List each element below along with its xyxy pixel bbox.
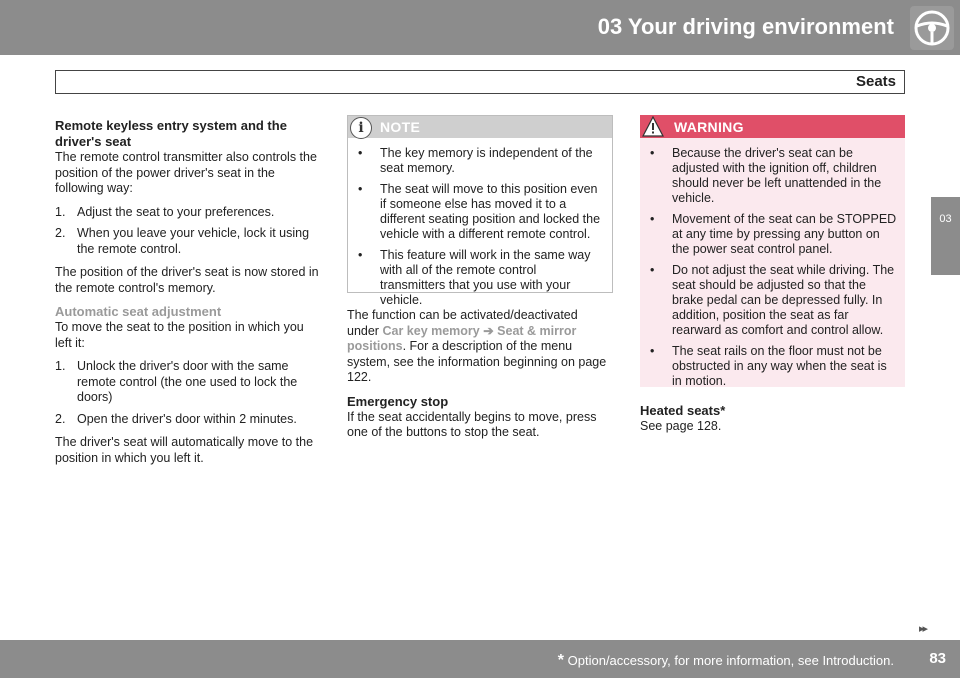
warning-triangle-icon: [642, 116, 664, 137]
heading-emergency-stop: Emergency stop: [347, 393, 449, 409]
footer-note: [558, 652, 894, 670]
note-list: [348, 138, 612, 308]
info-icon: i: [350, 117, 372, 139]
note-box: [347, 115, 613, 307]
chapter-title: 03 Your driving environment: [597, 14, 894, 39]
intro-text: The remote control transmitter also controls the position of the power driver's seat in the following way:: [55, 150, 317, 195]
closing-text: The driver's seat will automatically move to the position in which you left it.: [55, 435, 314, 465]
intro2-text: To move the seat to the position in which you left it:: [55, 320, 304, 350]
function-pre: The function can be activated/deactivated under: [347, 308, 578, 338]
page-number: 83: [929, 650, 946, 667]
list-item: • Do not adjust the seat while driving. The seat should be adjusted so that the brake pedal can be depressed fully. In addition, position the seat as far rearward as comfort and control allow.: [650, 263, 897, 338]
heated-seats-text: See page 128.: [640, 419, 722, 433]
heading-automatic-seat: Automatic seat adjustment: [55, 304, 222, 319]
list-item: • Because the driver's seat can be adjusted with the ignition off, children should never be left unattended in the vehicle.: [650, 146, 897, 206]
steering-wheel-icon: [910, 6, 954, 50]
section-title: Seats: [855, 73, 896, 90]
list-item: [55, 205, 320, 221]
steps-list-2: [55, 359, 320, 427]
note-header: [348, 116, 612, 138]
step-number: 1.: [55, 359, 66, 373]
column-3: [640, 403, 905, 443]
list-item: • The seat rails on the floor must not be obstructed in any way when the seat is in motion.: [650, 344, 897, 389]
menu-path: Car key memory ➔ Seat & mirror positions: [347, 323, 577, 353]
function-text: [347, 308, 611, 386]
note-label: NOTE: [380, 119, 421, 135]
next-page-arrows-icon: ▸▸: [919, 623, 927, 635]
heading-heated-seats: Heated seats*: [640, 403, 726, 418]
chapter-header-bar: [0, 0, 960, 55]
footer-star: *: [557, 652, 565, 669]
chapter-side-tab: [931, 197, 960, 275]
list-item: [55, 226, 320, 257]
column-2: [347, 308, 611, 449]
stored-text: The position of the driver's seat is now stored in the remote control's memory.: [55, 265, 319, 295]
list-item: [55, 412, 320, 428]
step-number: 2.: [55, 411, 66, 426]
warning-label: WARNING: [674, 119, 744, 135]
step-number: 1.: [55, 204, 66, 219]
list-item: • The seat will move to this position even if someone else has moved it to a different seating position and locked the vehicle with a different remote control.: [358, 182, 604, 242]
list-item: • The key memory is independent of the seat memory.: [358, 146, 604, 176]
heading-remote-keyless: Remote keyless entry system and the driver's seat: [55, 118, 287, 149]
column-1: [55, 118, 320, 474]
steps-list-1: [55, 205, 320, 258]
step-text: Adjust the seat to your preferences.: [77, 204, 275, 219]
warning-box: [640, 115, 905, 387]
list-item: • This feature will work in the same way with all of the remote control transmitters that you use with your vehicle.: [358, 248, 604, 308]
step-text: Unlock the driver's door with the same remote control (the one used to lock the doors): [77, 359, 298, 404]
warning-header: [640, 115, 905, 138]
step-text: Open the driver's door within 2 minutes.: [77, 411, 297, 426]
emergency-text: If the seat accidentally begins to move, press one of the buttons to stop the seat.: [347, 409, 597, 439]
list-item: • Movement of the seat can be STOPPED at any time by pressing any button on the power seat control panel.: [650, 212, 897, 257]
side-tab-label: 03: [939, 213, 952, 225]
list-item: [55, 359, 320, 406]
footer-note-text: Option/accessory, for more information, see Introduction.: [567, 653, 894, 668]
footer-bar: [0, 640, 960, 678]
step-number: 2.: [55, 226, 66, 240]
step-text: When you leave your vehicle, lock it using the remote control.: [77, 226, 310, 256]
function-post: . For a description of the menu system, see the information beginning on page 122.: [347, 339, 607, 384]
warning-list: [640, 138, 905, 389]
section-bar: [55, 70, 905, 94]
